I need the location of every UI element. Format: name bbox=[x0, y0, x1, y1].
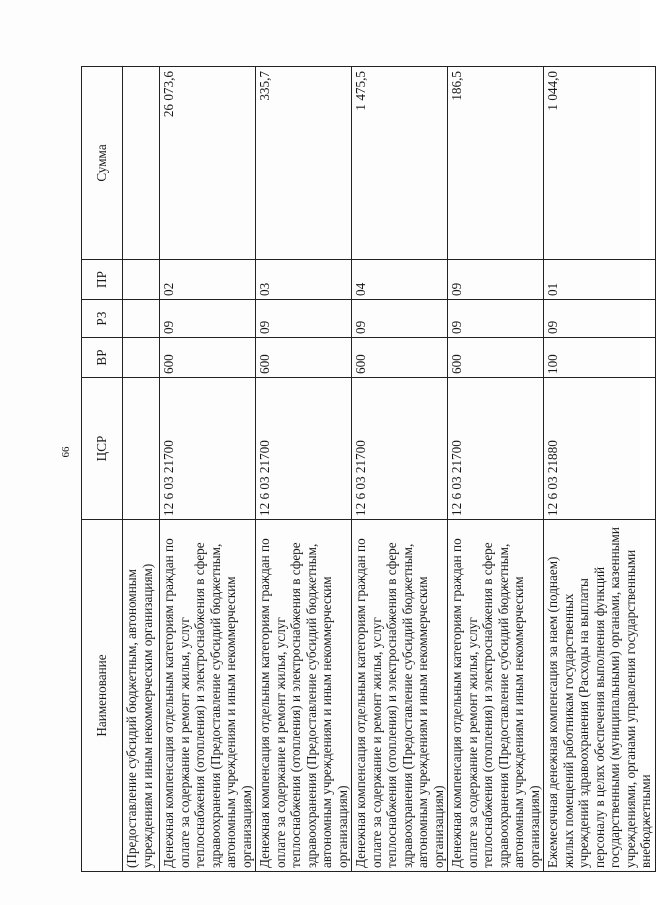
cell-rz: 09 bbox=[352, 300, 448, 338]
cell-rz: 09 bbox=[448, 300, 544, 338]
cell-vr: 100 bbox=[544, 338, 656, 378]
table-row bbox=[256, 67, 352, 872]
table-row bbox=[448, 67, 544, 872]
cell-csr: 12 6 03 21700 bbox=[160, 378, 256, 520]
cell-pr: 03 bbox=[256, 260, 352, 300]
cell-rz: 09 bbox=[544, 300, 656, 338]
cell-vr: 600 bbox=[256, 338, 352, 378]
table-row bbox=[544, 67, 656, 872]
cell-vr: 600 bbox=[160, 338, 256, 378]
cell-sum: 335,7 bbox=[256, 67, 352, 260]
cell-csr: 12 6 03 21700 bbox=[448, 378, 544, 520]
header-sum: Сумма bbox=[82, 67, 123, 260]
cell-csr: 12 6 03 21700 bbox=[256, 378, 352, 520]
cell-name: Денежная компенсация отдельным категориям граждан по оплате за содержание и ремонт жилья, услуг теплоснабжения (отопления) и электроснабжения в сфере здравоохранения (Предоставление субсидий бюджетным, автономным учреждениям и иным некоммерческим организациям) bbox=[160, 520, 256, 872]
cell-csr: 12 6 03 21880 bbox=[544, 378, 656, 520]
table-row bbox=[123, 67, 160, 872]
cell-pr bbox=[123, 260, 160, 300]
cell-rz: 09 bbox=[256, 300, 352, 338]
cell-sum: 26 073,6 bbox=[160, 67, 256, 260]
cell-csr bbox=[123, 378, 160, 520]
cell-vr bbox=[123, 338, 160, 378]
cell-pr: 04 bbox=[352, 260, 448, 300]
header-csr: ЦСР bbox=[82, 378, 123, 520]
cell-sum bbox=[123, 67, 160, 260]
cell-pr: 02 bbox=[160, 260, 256, 300]
header-pr: ПР bbox=[82, 260, 123, 300]
cell-name: Денежная компенсация отдельным категориям граждан по оплате за содержание и ремонт жилья, услуг теплоснабжения (отопления) и электроснабжения в сфере здравоохранения (Предоставление субсидий бюджетным, автономным учреждениям и иным некоммерческим организациям) bbox=[448, 520, 544, 872]
table-row bbox=[160, 67, 256, 872]
header-rz: РЗ bbox=[82, 300, 123, 338]
cell-name: Ежемесячная денежная компенсация за наем (поднаем) жилых помещений работникам государственных учреждений здравоохранения (Расходы на выплаты персоналу в целях обеспечения выполнения функций государственными (муниципальными) органами, казенными учреждениями, органами управления государственными внебюджетными bbox=[544, 520, 656, 872]
cell-sum: 1 475,5 bbox=[352, 67, 448, 260]
header-vr: ВР bbox=[82, 338, 123, 378]
cell-name: (Предоставление субсидий бюджетным, автономным учреждениям и иным некоммерческим организациям) bbox=[123, 520, 160, 872]
budget-table bbox=[81, 66, 656, 872]
cell-pr: 09 bbox=[448, 260, 544, 300]
cell-name: Денежная компенсация отдельным категориям граждан по оплате за содержание и ремонт жилья, услуг теплоснабжения (отопления) и электроснабжения в сфере здравоохранения (Предоставление субсидий бюджетным, автономным учреждениям и иным некоммерческим организациям) bbox=[256, 520, 352, 872]
header-row bbox=[82, 67, 123, 872]
header-name: Наименование bbox=[82, 520, 123, 872]
budget-table-rotated bbox=[81, 67, 653, 872]
cell-rz: 09 bbox=[160, 300, 256, 338]
cell-csr: 12 6 03 21700 bbox=[352, 378, 448, 520]
page-number: 66 bbox=[60, 446, 72, 458]
cell-vr: 600 bbox=[352, 338, 448, 378]
cell-pr: 01 bbox=[544, 260, 656, 300]
cell-name: Денежная компенсация отдельным категориям граждан по оплате за содержание и ремонт жилья, услуг теплоснабжения (отопления) и электроснабжения в сфере здравоохранения (Предоставление субсидий бюджетным, автономным учреждениям и иным некоммерческим организациям) bbox=[352, 520, 448, 872]
cell-vr: 600 bbox=[448, 338, 544, 378]
cell-sum: 186,5 bbox=[448, 67, 544, 260]
table-row bbox=[352, 67, 448, 872]
cell-sum: 1 044,0 bbox=[544, 67, 656, 260]
cell-rz bbox=[123, 300, 160, 338]
